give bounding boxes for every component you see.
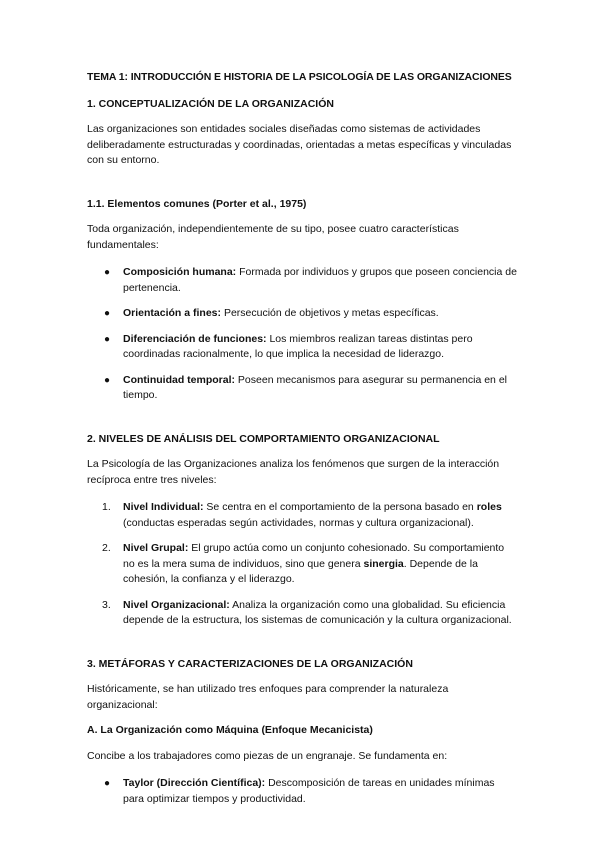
section-1-heading: 1. CONCEPTUALIZACIÓN DE LA ORGANIZACIÓN — [87, 97, 334, 110]
list-number: 1. — [102, 501, 111, 513]
list-item-text: El grupo actúa como un conjunto cohesionado. Su comportamiento no es la mera suma de individuos, sino que genera — [123, 542, 505, 570]
bullet-icon: ● — [104, 374, 111, 386]
levels-list — [87, 500, 517, 629]
list-item-text: . Depende de la cohesión, la confianza y el liderazgo. — [123, 557, 478, 585]
elements-list — [87, 265, 517, 404]
list-item-term: Diferenciación de funciones: — [123, 332, 267, 345]
section-1-paragraph: Las organizaciones son entidades sociales diseñadas como sistemas de actividades deliberadamente estructuradas y coordinadas, orientadas a metas específicas y vinculadas con su entorno. — [87, 123, 512, 166]
list-item-term: Nivel Organizacional: — [123, 598, 230, 611]
section-1-1-intro: Toda organización, independientemente de su tipo, posee cuatro características fundamentales: — [87, 223, 459, 251]
list-item-text: Formada por individuos y grupos que poseen conciencia de pertenencia. — [123, 266, 517, 294]
section-3-heading: 3. METÁFORAS Y CARACTERIZACIONES DE LA ORGANIZACIÓN — [87, 657, 413, 670]
list-item-term: Composición humana: — [123, 266, 237, 278]
list-item-text: Persecución de objetivos y metas específicas. — [221, 307, 439, 319]
list-item — [87, 306, 517, 322]
section-3a-heading: A. La Organización como Máquina (Enfoque Mecanicista) — [87, 724, 373, 736]
list-item — [87, 332, 517, 363]
list-item-text: Poseen mecanismos para asegurar su permanencia en el tiempo. — [123, 373, 507, 401]
list-item-emphasis: roles — [476, 501, 502, 513]
document-content — [87, 70, 517, 807]
section-2-intro: La Psicología de las Organizaciones analiza los fenómenos que surgen de la interacción recíproca entre tres niveles: — [87, 458, 500, 486]
list-item-text: (conductas esperadas según actividades, normas y cultura organizacional). — [123, 516, 474, 529]
bullet-icon: ● — [104, 333, 111, 345]
mechanistic-list — [87, 776, 517, 807]
section-1-1-heading: 1.1. Elementos comunes (Porter et al., 1975) — [87, 197, 307, 210]
list-item — [87, 776, 517, 807]
list-item-text: Descomposición de tareas en unidades mínimas para optimizar tiempos y productividad. — [123, 777, 495, 805]
list-item-text: Se centra en el comportamiento de la persona basado en — [203, 501, 477, 513]
list-item-term: Taylor (Dirección Científica): — [123, 777, 266, 789]
list-number: 3. — [102, 598, 111, 611]
list-item-text: Los miembros realizan tareas distintas pero coordinadas racionalmente, lo que implica la necesidad de liderazgo. — [123, 332, 473, 360]
section-2-heading: 2. NIVELES DE ANÁLISIS DEL COMPORTAMIENTO ORGANIZACIONAL — [87, 432, 440, 445]
list-item — [87, 265, 517, 296]
list-item-term: Nivel Individual: — [123, 501, 204, 513]
section-3a-intro: Concibe a los trabajadores como piezas de un engranaje. Se fundamenta en: — [87, 749, 448, 762]
bullet-icon: ● — [104, 778, 111, 789]
list-item — [87, 373, 517, 404]
list-number: 2. — [102, 542, 111, 554]
bullet-icon: ● — [104, 267, 111, 278]
list-item — [87, 500, 517, 531]
list-item-term: Nivel Grupal: — [123, 542, 189, 554]
list-item-term: Continuidad temporal: — [123, 373, 235, 386]
list-item-emphasis: sinergia — [363, 557, 404, 570]
document-title: TEMA 1: INTRODUCCIÓN E HISTORIA DE LA PSICOLOGÍA DE LAS ORGANIZACIONES — [87, 71, 512, 83]
list-item — [87, 541, 517, 588]
list-item — [87, 598, 517, 629]
bullet-icon: ● — [104, 308, 111, 319]
list-item-text: Analiza la organización como una globalidad. Su eficiencia depende de la estructura, los sistemas de comunicación y la cultura organizacional. — [123, 598, 512, 626]
list-item-term: Orientación a fines: — [123, 307, 222, 319]
section-3-intro: Históricamente, se han utilizado tres enfoques para comprender la naturaleza organizacional: — [87, 683, 449, 711]
